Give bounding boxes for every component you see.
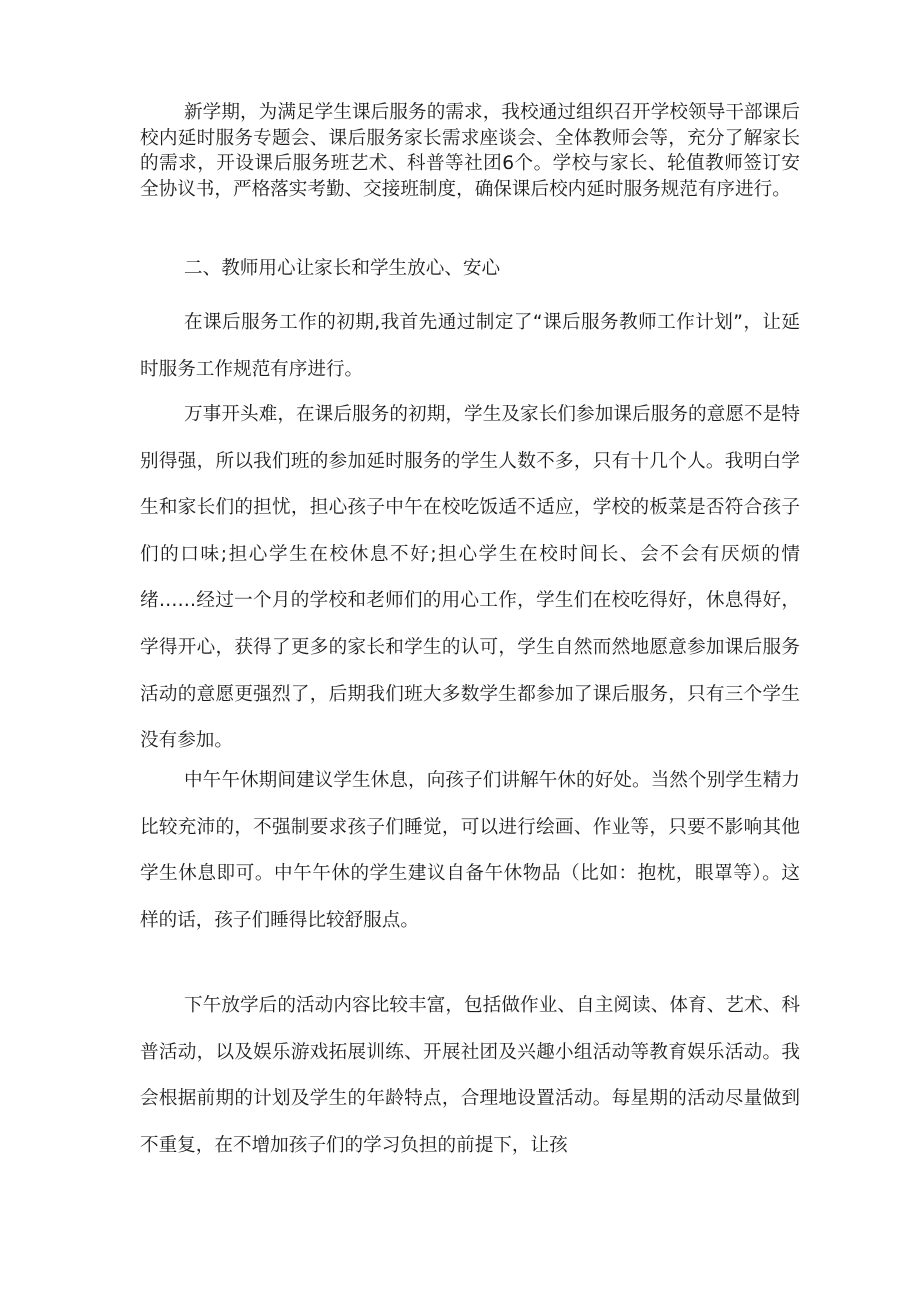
paragraph-intro: 新学期，为满足学生课后服务的需求，我校通过组织召开学校领导干部课后校内延时服务专题会、课后服务家长需求座谈会、全体教师会等，充分了解家长的需求，开设课后服务班艺术、科普等社团6个。学校与家长、轮值教师签订安全协议书，严格落实考勤、交接班制度，确保课后校内延时服务规范有序进行。 [140,102,800,200]
paragraph-beginning: 万事开头难，在课后服务的初期，学生及家长们参加课后服务的意愿不是特别得强，所以我们班的参加延时服务的学生人数不多，只有十几个人。我明白学生和家长们的担忧，担心孩子中午在校吃饭适不适应，学校的板菜是否符合孩子们的口味;担心学生在校休息不好;担心学生在校时间长、会不会有厌烦的情绪……经过一个月的学校和老师们的用心工作，学生们在校吃得好，休息得好，学得开心，获得了更多的家长和学生的认可，学生自然而然地愿意参加课后服务活动的意愿更强烈了，后期我们班大多数学生都参加了课后服务，只有三个学生没有参加。 [140,404,800,752]
paragraph-noon-rest: 中午午休期间建议学生休息，向孩子们讲解午休的好处。当然个别学生精力比较充沛的，不强制要求孩子们睡觉，可以进行绘画、作业等，只要不影响其他学生休息即可。中午午休的学生建议自备午休物品（比如：抱枕，眼罩等）。这样的话，孩子们睡得比较舒服点。 [140,770,800,931]
section-heading: 二、教师用心让家长和学生放心、安心 [184,258,501,279]
paragraph-plan: 在课后服务工作的初期,我首先通过制定了“课后服务教师工作计划”，让延时服务工作规范有序进行。 [140,312,800,380]
paragraph-afternoon-activities: 下午放学后的活动内容比较丰富，包括做作业、自主阅读、体育、艺术、科普活动，以及娱乐游戏拓展训练、开展社团及兴趣小组活动等教育娱乐活动。我会根据前期的计划及学生的年龄特点，合理地设置活动。每星期的活动尽量做到不重复，在不增加孩子们的学习负担的前提下，让孩 [140,995,800,1156]
